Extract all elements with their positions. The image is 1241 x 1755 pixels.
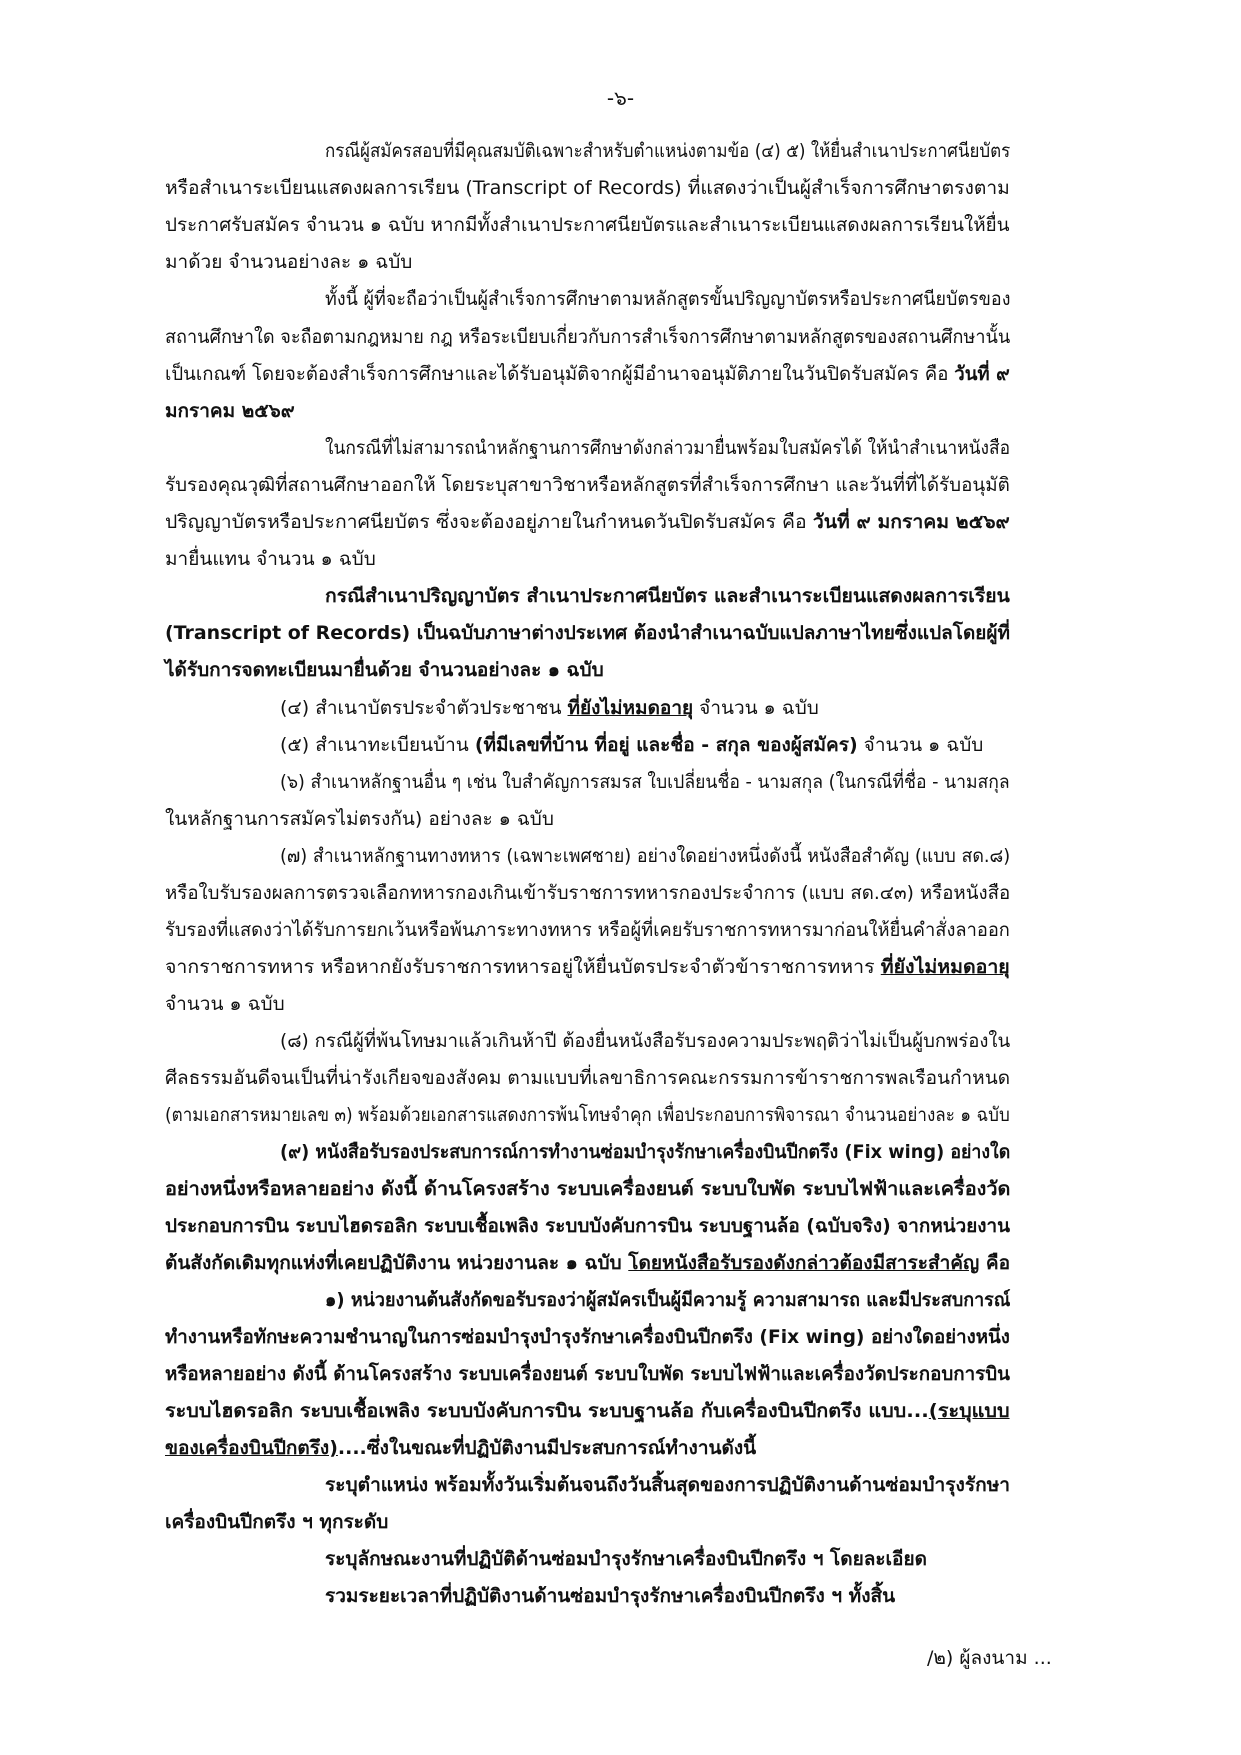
text-line (165, 1359, 1010, 1389)
text-segment: คือ (979, 1252, 1011, 1274)
text-line (280, 767, 1010, 797)
text-line (165, 655, 604, 685)
text-segment: ๑) หน่วยงานต้นสังกัดขอรับรองว่าผู้สมัครเป็นผู้มีความรู้ ความสามารถ และมีประสบการณ์ (325, 1289, 1011, 1311)
text-segment: ประกาศรับสมัคร จำนวน ๑ ฉบับ หากมีทั้งสำเนาประกาศนียบัตรและสำเนาระเบียนแสดงผลการเรียนให้ยื่น (165, 214, 1010, 236)
text-segment: วันที่ ๙ (954, 363, 1010, 385)
page-number: -๖- (606, 86, 635, 110)
text-line (165, 804, 554, 834)
text-segment: ปริญญาบัตรหรือประกาศนียบัตร ซึ่งจะต้องอยู่ภายในกำหนดวันปิดรับสมัคร คือ (165, 511, 813, 533)
text-segment: (ตามเอกสารหมายเลข ๓) พร้อมด้วยเอกสารแสดงการพ้นโทษจำคุก เพื่อประกอบการพิจารณา จำนวนอย่างละ ๑ ฉบับ (165, 1104, 1010, 1126)
text-segment: (๗) สำเนาหลักฐานทางทหาร (เฉพาะเพศชาย) อย่างใดอย่างหนึ่งดังนี้ หนังสือสำคัญ (แบบ สด.๘) (280, 845, 1011, 867)
text-segment: วันที่ ๙ มกราคม ๒๕๖๙ (812, 511, 1010, 533)
text-line (325, 1285, 1010, 1315)
text-line (280, 693, 819, 723)
text-line (280, 841, 1010, 871)
text-segment: หรือหลายอย่าง ดังนี้ ด้านโครงสร้าง ระบบเครื่องยนต์ ระบบใบพัด ระบบไฟฟ้าและเครื่องวัดประกอบการบิน (165, 1363, 1010, 1385)
text-segment: โดยหนังสือรับรองดังกล่าวต้องมีสาระสำคัญ (628, 1252, 980, 1274)
text-segment: ประกอบการบิน ระบบไฮดรอลิก ระบบเชื้อเพลิง ระบบบังคับการบิน ระบบฐานล้อ (ฉบับจริง) จากหน่วยงาน (165, 1215, 1011, 1237)
text-segment: รับรองคุณวุฒิที่สถานศึกษาออกให้ โดยระบุสาขาวิชาหรือหลักสูตรที่สำเร็จการศึกษา และวันที่ที่ได้รับอนุมัติ (165, 474, 1010, 496)
text-segment: มายื่นแทน จำนวน ๑ ฉบับ (165, 548, 376, 570)
text-line (325, 1470, 1010, 1500)
text-segment: เครื่องบินปีกตรึง ฯ ทุกระดับ (165, 1511, 389, 1533)
text-segment: ทั้งนี้ ผู้ที่จะถือว่าเป็นผู้สำเร็จการศึกษาตามหลักสูตรขั้นปริญญาบัตรหรือประกาศนียบัตรของ (325, 288, 1011, 310)
text-segment: ได้รับการจดทะเบียนมายื่นด้วย จำนวนอย่างละ ๑ ฉบับ (165, 659, 604, 681)
text-segment: ระบุลักษณะงานที่ปฏิบัติด้านซ่อมบำรุงรักษาเครื่องบินปีกตรึง ฯ โดยละเอียด (325, 1548, 927, 1570)
text-line (165, 1174, 1010, 1204)
text-line (165, 359, 1010, 389)
text-line (165, 1433, 756, 1463)
text-segment: ของเครื่องบินปีกตรึง) (165, 1437, 338, 1459)
text-segment: จากราชการทหาร หรือหากยังรับราชการทหารอยู่ให้ยื่นบัตรประจำตัวข้าราชการทหาร (165, 956, 881, 978)
text-segment: หรือใบรับรองผลการตรวจเลือกทหารกองเกินเข้ารับราชการทหารกองประจำการ (แบบ สด.๔๓) หรือหนังสือ (165, 882, 1011, 904)
text-segment: ทำงานหรือทักษะความชำนาญในการซ่อมบำรุงบำรุงรักษาเครื่องบินปีกตรึง (Fix wing) อย่างใดอย่างหนึ่ง (165, 1326, 1010, 1348)
text-segment: ที่ยังไม่หมดอายุ (880, 956, 1010, 978)
text-line (165, 878, 1010, 908)
text-line (165, 210, 1010, 240)
text-segment: (Transcript of Records) เป็นฉบับภาษาต่างประเทศ ต้องนำสำเนาฉบับแปลภาษาไทยซึ่งแปลโดยผู้ที่ (165, 622, 1010, 644)
text-segment: ที่ยังไม่หมดอายุ (567, 697, 694, 719)
text-segment: จำนวน ๑ ฉบับ (857, 734, 984, 756)
text-line (165, 952, 1010, 982)
text-segment: ระบบไฮดรอลิก ระบบเชื้อเพลิง ระบบบังคับการบิน ระบบฐานล้อ กับเครื่องบินปีกตรึง แบบ... (165, 1400, 929, 1422)
text-segment: ในหลักฐานการสมัครไม่ตรงกัน) อย่างละ ๑ ฉบับ (165, 808, 554, 830)
text-segment: (๔) สำเนาบัตรประจำตัวประชาชน (280, 697, 568, 719)
text-segment: ....ซึ่งในขณะที่ปฏิบัติงานมีประสบการณ์ทำงานดังนี้ (337, 1437, 757, 1459)
text-line (165, 544, 376, 574)
text-segment: (๖) สำเนาหลักฐานอื่น ๆ เช่น ใบสำคัญการสมรส ใบเปลี่ยนชื่อ - นามสกุล (ในกรณีที่ชื่อ - นามสกุล (280, 771, 1010, 793)
text-line (165, 173, 1010, 203)
text-segment: ระบุตำแหน่ง พร้อมทั้งวันเริ่มต้นจนถึงวันสิ้นสุดของการปฏิบัติงานด้านซ่อมบำรุงรักษา (325, 1474, 1011, 1496)
text-line (325, 1544, 927, 1574)
text-line (280, 1137, 1010, 1167)
text-line (325, 581, 1010, 611)
text-line (280, 1026, 1010, 1056)
text-line (165, 470, 1010, 500)
text-segment: กรณีสำเนาปริญญาบัตร สำเนาประกาศนียบัตร และสำเนาระเบียนแสดงผลการเรียน (325, 585, 1010, 607)
text-segment: หรือสำเนาระเบียนแสดงผลการเรียน (Transcript of Records) ที่แสดงว่าเป็นผู้สำเร็จการศึกษาตรงตาม (165, 177, 1010, 199)
text-segment: เป็นเกณฑ์ โดยจะต้องสำเร็จการศึกษาและได้รับอนุมัติจากผู้มีอำนาจอนุมัติภายในวันปิดรับสมัคร คือ (165, 363, 955, 385)
text-line (165, 322, 1010, 352)
text-segment: สถานศึกษาใด จะถือตามกฎหมาย กฎ หรือระเบียบเกี่ยวกับการสำเร็จการศึกษาตามหลักสูตรของสถานศึกษานั้น (165, 326, 1011, 348)
text-line (165, 1211, 1010, 1241)
text-segment: อย่างหนึ่งหรือหลายอย่าง ดังนี้ ด้านโครงสร้าง ระบบเครื่องยนต์ ระบบใบพัด ระบบไฟฟ้าและเครื่องวัด (165, 1178, 1011, 1200)
text-segment: มกราคม ๒๕๖๙ (165, 400, 295, 422)
text-segment: รับรองที่แสดงว่าได้รับการยกเว้นหรือพ้นภาระทางทหาร หรือผู้ที่เคยรับราชการทหารมาก่อนให้ยื่นคำสั่งลาออก (165, 919, 1010, 941)
text-line (325, 284, 1010, 314)
text-line (165, 989, 285, 1019)
text-line (165, 618, 1010, 648)
text-line (165, 507, 1010, 537)
text-line (325, 433, 1010, 463)
text-line (165, 396, 295, 426)
text-segment: ในกรณีที่ไม่สามารถนำหลักฐานการศึกษาดังกล่าวมายื่นพร้อมใบสมัครได้ ให้นำสำเนาหนังสือ (325, 437, 1011, 459)
text-segment: กรณีผู้สมัครสอบที่มีคุณสมบัติเฉพาะสำหรับตำแหน่งตามข้อ (๔) ๕) ให้ยื่นสำเนาประกาศนียบัตร (325, 140, 1011, 162)
text-segment: (๕) สำเนาทะเบียนบ้าน (280, 734, 475, 756)
text-line (280, 730, 983, 760)
text-segment: มาด้วย จำนวนอย่างละ ๑ ฉบับ (165, 251, 413, 273)
text-line (325, 1581, 895, 1611)
text-line (165, 1507, 388, 1537)
text-segment: ต้นสังกัดเดิมทุกแห่งที่เคยปฏิบัติงาน หน่วยงานละ ๑ ฉบับ (165, 1252, 629, 1274)
text-line (165, 247, 412, 277)
text-segment: (ที่มีเลขที่บ้าน ที่อยู่ และชื่อ - สกุล ของผู้สมัคร) (474, 734, 858, 756)
text-line (165, 915, 1010, 945)
continuation-footer: /๒) ผู้ลงนาม ... (927, 1647, 1052, 1669)
text-line (165, 1100, 1010, 1130)
text-line (165, 1248, 1010, 1278)
text-line (165, 1063, 1010, 1093)
text-segment: จำนวน ๑ ฉบับ (165, 993, 285, 1015)
text-line (165, 1396, 1010, 1426)
text-line (325, 136, 1010, 166)
text-segment: (๘) กรณีผู้ที่พ้นโทษมาแล้วเกินห้าปี ต้องยื่นหนังสือรับรองความประพฤติว่าไม่เป็นผู้บกพร่องใน (280, 1030, 1011, 1052)
text-segment: ศีลธรรมอันดีจนเป็นที่น่ารังเกียจของสังคม ตามแบบที่เลขาธิการคณะกรรมการข้าราชการพลเรือนกำหนด (165, 1067, 1011, 1089)
text-line (165, 1322, 1010, 1352)
text-segment: รวมระยะเวลาที่ปฏิบัติงานด้านซ่อมบำรุงรักษาเครื่องบินปีกตรึง ฯ ทั้งสิ้น (325, 1585, 896, 1607)
text-segment: จำนวน ๑ ฉบับ (693, 697, 819, 719)
text-segment: (ระบุแบบ (928, 1400, 1010, 1422)
text-segment: (๙) หนังสือรับรองประสบการณ์การทำงานซ่อมบำรุงรักษาเครื่องบินปีกตรึง (Fix wing) อย่างใด (280, 1141, 1011, 1163)
